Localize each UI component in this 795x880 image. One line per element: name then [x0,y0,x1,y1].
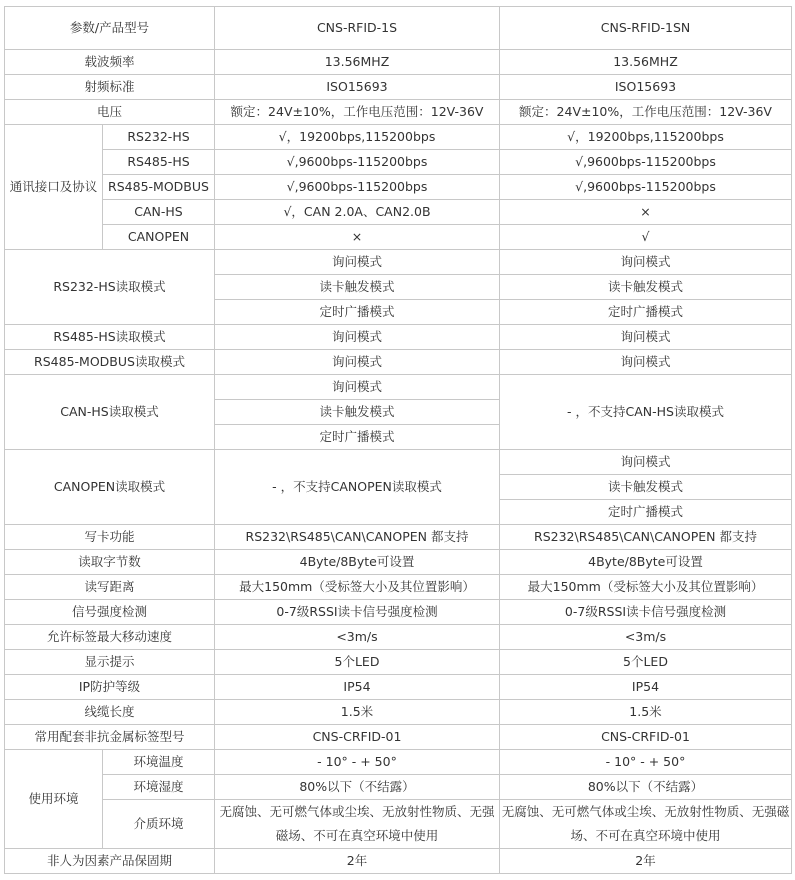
table-row [5,750,792,775]
table-row [5,775,792,800]
cell-b: IP54 [500,675,792,700]
row-label: 写卡功能 [5,525,215,550]
cell-b: 定时广播模式 [500,300,792,325]
table-row [5,650,792,675]
row-label: RS232-HS读取模式 [5,250,215,325]
cell-a: 询问模式 [215,350,500,375]
sub-label: 介质环境 [103,800,215,849]
cell-b: 1.5米 [500,700,792,725]
cell-b: 询问模式 [500,250,792,275]
sub-label: 环境温度 [103,750,215,775]
cell-b: 读卡触发模式 [500,475,792,500]
cell-b: × [500,200,792,225]
cell-b: 读卡触发模式 [500,275,792,300]
cell-a: 询问模式 [215,325,500,350]
cell-b: RS232\RS485\CAN\CANOPEN 都支持 [500,525,792,550]
row-label: RS485-HS读取模式 [5,325,215,350]
row-label: 读写距离 [5,575,215,600]
row-label: 电压 [5,100,215,125]
cell-a: 4Byte/8Byte可设置 [215,550,500,575]
table-row [5,325,792,350]
cell-b: √,9600bps-115200bps [500,150,792,175]
cell-b: 额定：24V±10%，工作电压范围：12V-36V [500,100,792,125]
cell-a: 无腐蚀、无可燃气体或尘埃、无放射性物质、无强磁场、不可在真空环境中使用 [215,800,500,849]
header-row [5,7,792,50]
param-header: 参数/产品型号 [5,7,215,50]
cell-a: ISO15693 [215,75,500,100]
row-label: 射频标准 [5,75,215,100]
cell-a: √,9600bps-115200bps [215,150,500,175]
table-row [5,450,792,475]
group-label-comm: 通讯接口及协议 [5,125,103,250]
row-label: 读取字节数 [5,550,215,575]
row-label: CANOPEN读取模式 [5,450,215,525]
cell-a: 5个LED [215,650,500,675]
cell-a: 定时广播模式 [215,300,500,325]
sub-label: RS485-MODBUS [103,175,215,200]
table-row [5,350,792,375]
cell-b: - 10° - + 50° [500,750,792,775]
row-label: CAN-HS读取模式 [5,375,215,450]
table-row [5,675,792,700]
cell-a: 80%以下（不结露） [215,775,500,800]
cell-a: 0-7级RSSI读卡信号强度检测 [215,600,500,625]
row-label: RS485-MODBUS读取模式 [5,350,215,375]
sub-label: RS485-HS [103,150,215,175]
table-row [5,100,792,125]
cell-b: 5个LED [500,650,792,675]
table-row [5,75,792,100]
table-row [5,200,792,225]
row-label: IP防护等级 [5,675,215,700]
cell-b: 最大150mm（受标签大小及其位置影响） [500,575,792,600]
cell-a: √，19200bps,115200bps [215,125,500,150]
cell-a: 读卡触发模式 [215,400,500,425]
table-row [5,250,792,275]
cell-b: 定时广播模式 [500,500,792,525]
table-row [5,375,792,400]
sub-label: 环境湿度 [103,775,215,800]
row-label: 非人为因素产品保固期 [5,849,215,874]
table-row [5,550,792,575]
cell-b: 4Byte/8Byte可设置 [500,550,792,575]
sub-label: CAN-HS [103,200,215,225]
cell-b: <3m/s [500,625,792,650]
table-row [5,225,792,250]
table-row [5,725,792,750]
table-row [5,575,792,600]
cell-b: - ，不支持CAN-HS读取模式 [500,375,792,450]
table-row [5,800,792,849]
cell-a: 询问模式 [215,250,500,275]
cell-b: √ [500,225,792,250]
table-row [5,125,792,150]
table-row [5,175,792,200]
cell-a: <3m/s [215,625,500,650]
cell-b: √,9600bps-115200bps [500,175,792,200]
cell-a: 最大150mm（受标签大小及其位置影响） [215,575,500,600]
cell-b: 询问模式 [500,325,792,350]
table-row [5,150,792,175]
model-b-header: CNS-RFID-1SN [500,7,792,50]
row-label: 显示提示 [5,650,215,675]
cell-a: - 10° - + 50° [215,750,500,775]
cell-a: √,9600bps-115200bps [215,175,500,200]
table-row [5,700,792,725]
cell-a: IP54 [215,675,500,700]
table-row [5,625,792,650]
cell-a: 读卡触发模式 [215,275,500,300]
row-label: 允许标签最大移动速度 [5,625,215,650]
spec-table [4,6,792,874]
cell-b: ISO15693 [500,75,792,100]
cell-a: 额定：24V±10%，工作电压范围：12V-36V [215,100,500,125]
row-label: 信号强度检测 [5,600,215,625]
cell-b: 询问模式 [500,350,792,375]
cell-a: √，CAN 2.0A、CAN2.0B [215,200,500,225]
cell-a: 2年 [215,849,500,874]
sub-label: CANOPEN [103,225,215,250]
row-label: 常用配套非抗金属标签型号 [5,725,215,750]
group-label-env: 使用环境 [5,750,103,849]
cell-b: 无腐蚀、无可燃气体或尘埃、无放射性物质、无强磁场、不可在真空环境中使用 [500,800,792,849]
cell-a: 13.56MHZ [215,50,500,75]
cell-b: 询问模式 [500,450,792,475]
cell-a: CNS-CRFID-01 [215,725,500,750]
cell-b: CNS-CRFID-01 [500,725,792,750]
cell-a: × [215,225,500,250]
cell-b: 13.56MHZ [500,50,792,75]
table-row [5,50,792,75]
cell-a: - ，不支持CANOPEN读取模式 [215,450,500,525]
row-label: 载波频率 [5,50,215,75]
sub-label: RS232-HS [103,125,215,150]
table-row [5,849,792,874]
cell-b: 2年 [500,849,792,874]
cell-b: √，19200bps,115200bps [500,125,792,150]
cell-a: 1.5米 [215,700,500,725]
model-a-header: CNS-RFID-1S [215,7,500,50]
cell-a: RS232\RS485\CAN\CANOPEN 都支持 [215,525,500,550]
cell-b: 80%以下（不结露） [500,775,792,800]
table-row [5,600,792,625]
row-label: 线缆长度 [5,700,215,725]
cell-a: 询问模式 [215,375,500,400]
cell-b: 0-7级RSSI读卡信号强度检测 [500,600,792,625]
cell-a: 定时广播模式 [215,425,500,450]
table-row [5,525,792,550]
